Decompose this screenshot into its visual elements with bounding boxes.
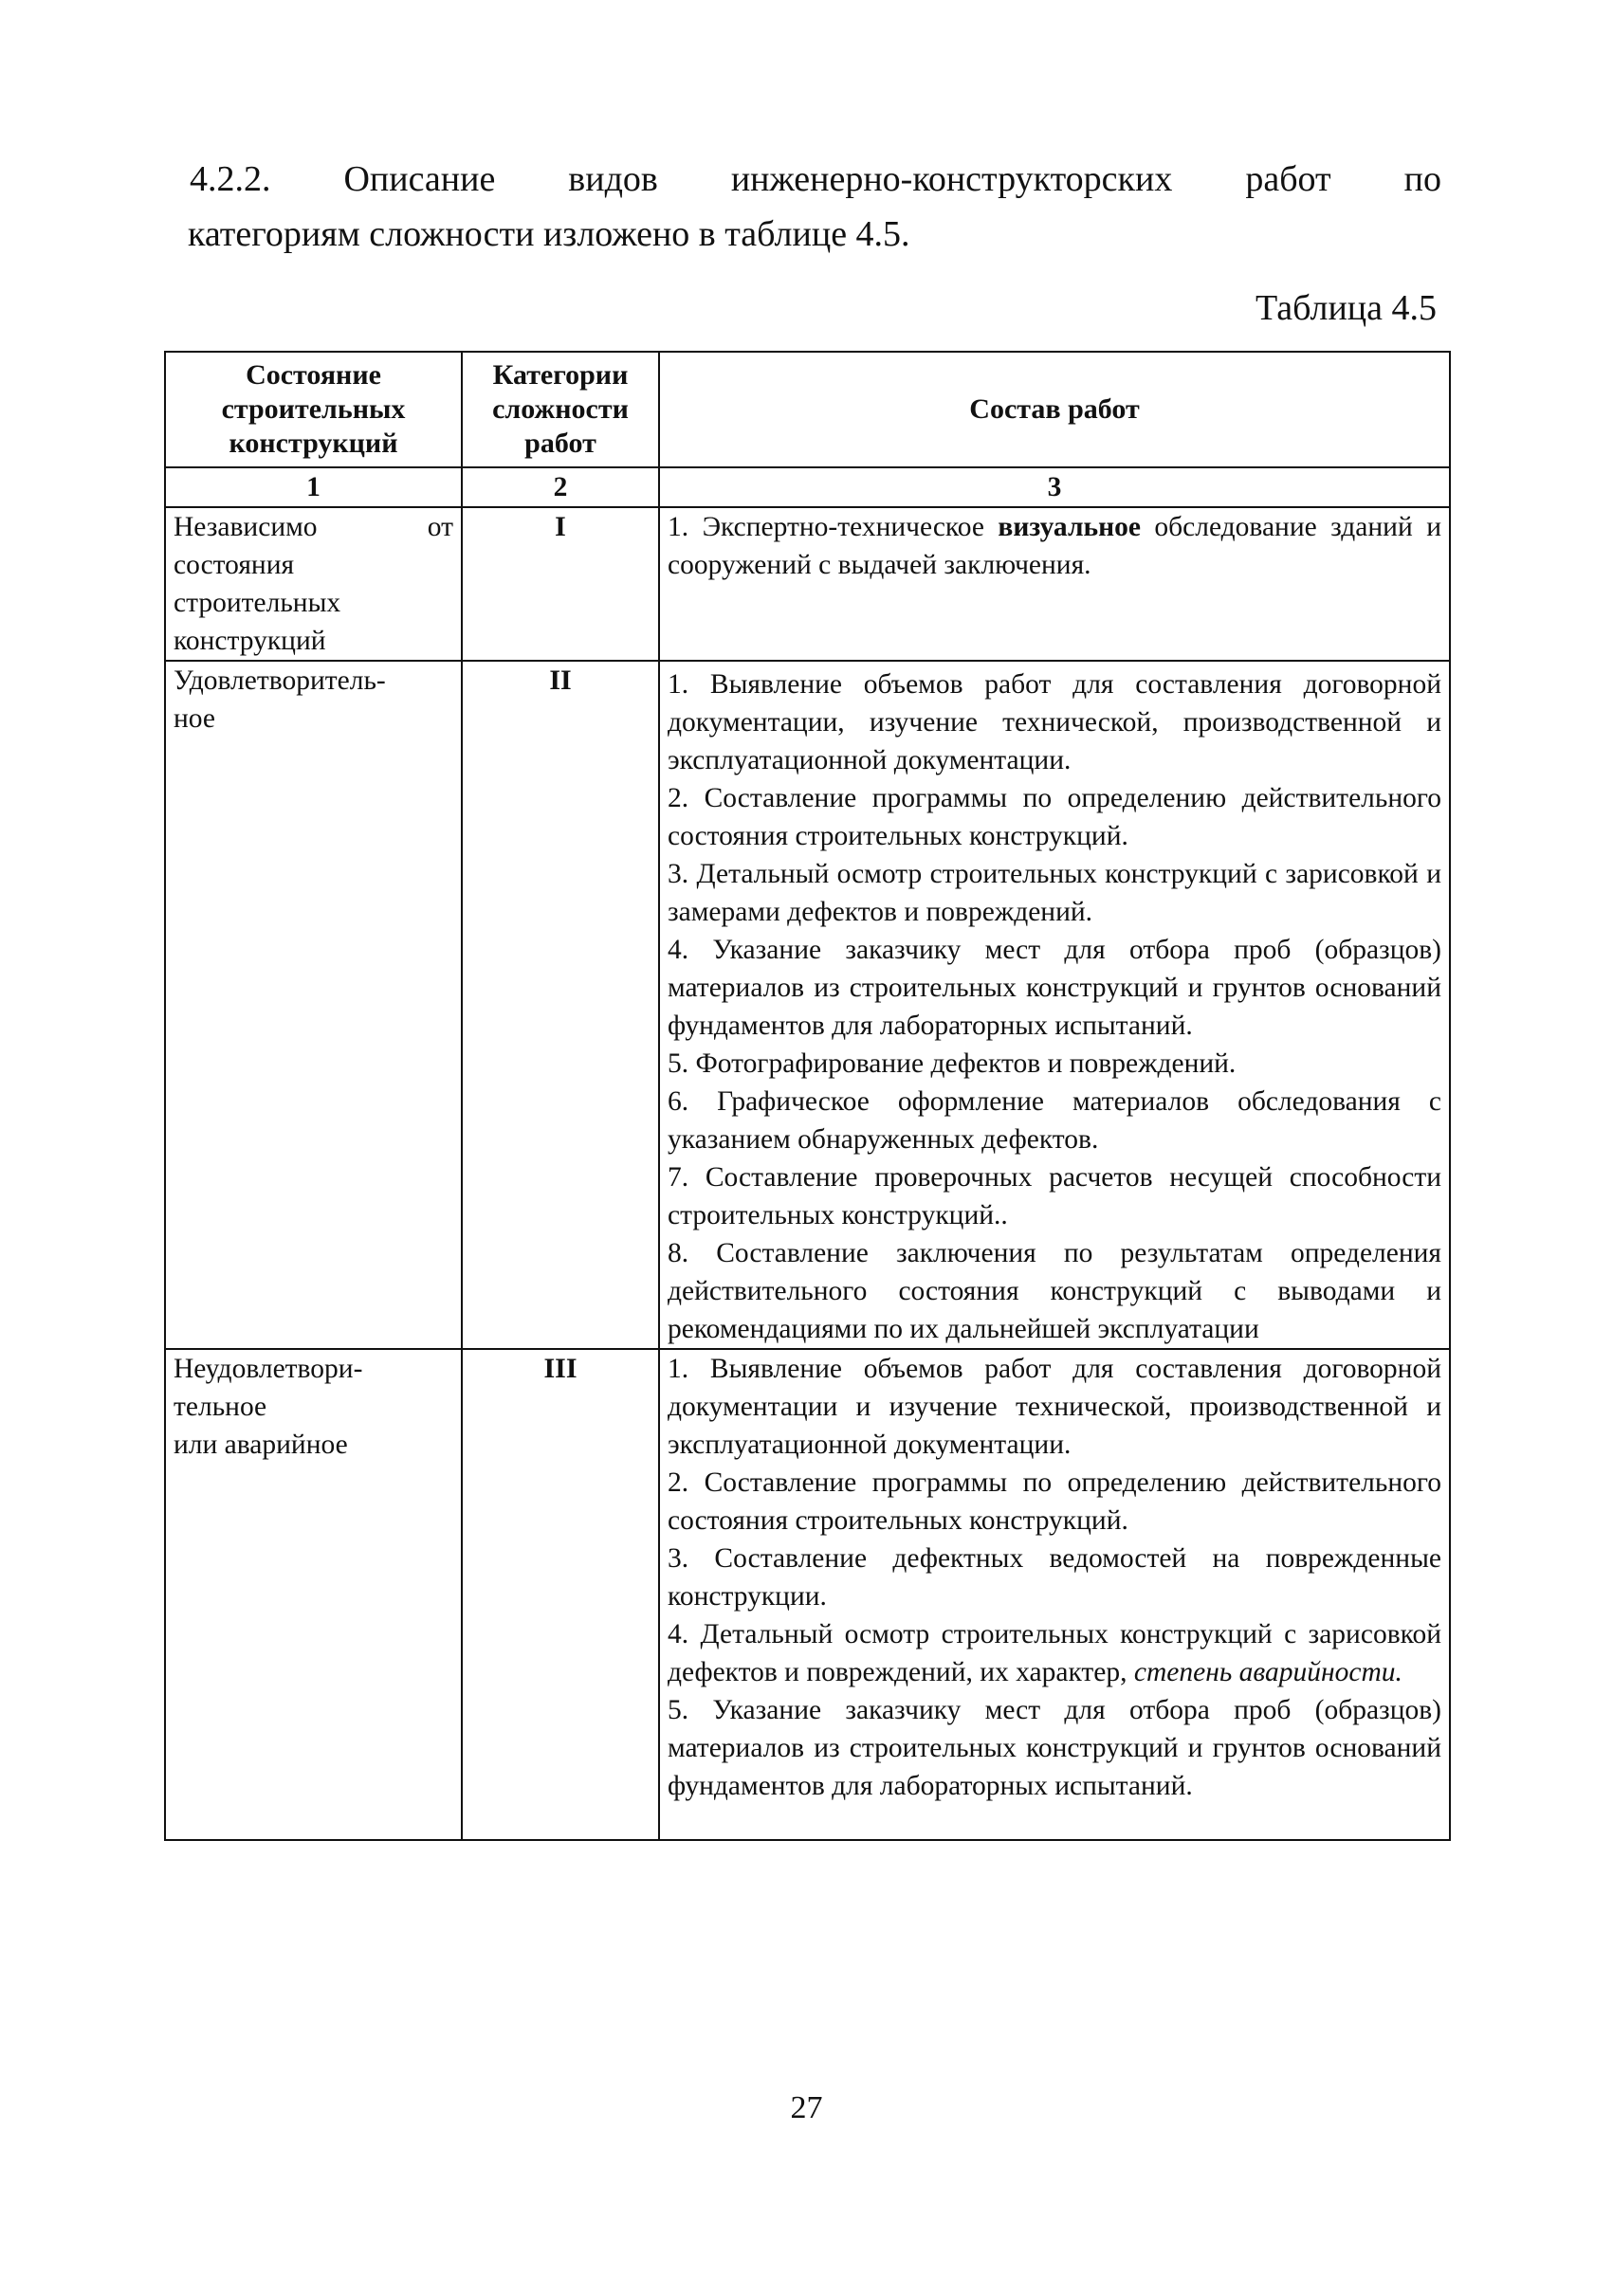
work-text: 4. Детальный осмотр строительных конструкций с зарисовкой дефектов и повреждений, их характер, [668, 1619, 1441, 1687]
column-number: 2 [462, 467, 659, 507]
work-item: 2. Составление программы по определению действительного состояния строительных конструкций. [668, 1467, 1441, 1536]
intro-word: работ [1245, 159, 1331, 199]
category-cell: I [462, 507, 659, 661]
work-item: 3. Детальный осмотр строительных конструкций с зарисовкой и замерами дефектов и повреждений. [668, 859, 1441, 927]
work-categories-table [164, 351, 1451, 1841]
table-row [165, 1349, 1450, 1840]
state-cell: Удовлетворитель-ное [165, 661, 462, 1349]
intro-word: по [1403, 159, 1441, 199]
work-item: 8. Составление заключения по результатам определения действительного состояния конструкций с выводами и рекомендациями по их дальнейшей эксплуатации [668, 1238, 1441, 1344]
column-number-row [165, 467, 1450, 507]
works-cell [659, 1349, 1450, 1840]
intro-word: 4.2.2. [190, 159, 271, 199]
state-text: Независимо [174, 512, 318, 542]
work-item: 4. Указание заказчику мест для отбора проб (образцов) материалов из строительных конструкций и грунтов оснований фундаментов для лабораторных испытаний. [668, 935, 1441, 1041]
state-text: состояния строительных конструкций [174, 550, 341, 656]
state-text: тельное [174, 1392, 267, 1422]
work-item: 5. Указание заказчику мест для отбора проб (образцов) материалов из строительных конструкций и грунтов оснований фундаментов для лабораторных испытаний. [668, 1695, 1441, 1801]
header-state: Состояние строительных конструкций [165, 352, 462, 467]
work-text-bold: визуальное [998, 512, 1141, 542]
work-item: 2. Составление программы по определению действительного состояния строительных конструкций. [668, 783, 1441, 851]
page-number: 27 [790, 2090, 823, 2125]
state-text: или аварийное [174, 1430, 348, 1460]
table-header-row [165, 352, 1450, 467]
intro-word: видов [568, 159, 658, 199]
table-row [165, 661, 1450, 1349]
work-text: 1. Экспертно-техническое [668, 512, 999, 542]
state-text: от [427, 512, 453, 542]
work-item: 6. Графическое оформление материалов обследования с указанием обнаруженных дефектов. [668, 1086, 1441, 1155]
work-item: 3. Составление дефектных ведомостей на поврежденные конструкции. [668, 1543, 1441, 1612]
category-cell: II [462, 661, 659, 1349]
intro-word: Описание [343, 159, 496, 199]
intro-line-2 [190, 207, 910, 262]
work-item: 1. Выявление объемов работ для составления договорной документации и изучение технической, производственной и эксплуатационной документации. [668, 1354, 1441, 1460]
works-cell [659, 507, 1450, 661]
work-item: 7. Составление проверочных расчетов несущей способности строительных конструкций.. [668, 1162, 1441, 1230]
work-item: 1. Выявление объемов работ для составления договорной документации, изучение технической, производственной и эксплуатационной документации. [668, 669, 1441, 775]
works-cell [659, 661, 1450, 1349]
header-category: Категории сложности работ [462, 352, 659, 467]
intro-line-1 [190, 152, 1441, 207]
category-cell: III [462, 1349, 659, 1840]
state-text: Неудовлетвори- [174, 1354, 363, 1384]
column-number: 1 [165, 467, 462, 507]
header-works: Состав работ [659, 352, 1450, 467]
work-item: 5. Фотографирование дефектов и повреждений. [668, 1048, 1237, 1079]
state-first-line [174, 508, 453, 546]
table-caption: Таблица 4.5 [1255, 288, 1437, 328]
state-cell [165, 507, 462, 661]
work-item [668, 508, 1441, 584]
intro-word: инженерно-конструкторских [730, 159, 1173, 199]
state-cell [165, 1349, 462, 1840]
intro-paragraph [190, 152, 1441, 207]
work-item [668, 1615, 1441, 1691]
intro-line-2-text: категориям сложности изложено в таблице 4.5. [188, 214, 910, 254]
work-text: обследование зданий и сооружений с выдачей заключения. [668, 512, 1441, 580]
table-row [165, 507, 1450, 661]
column-number: 3 [659, 467, 1450, 507]
work-text-italic: степень аварийности. [1133, 1657, 1402, 1687]
